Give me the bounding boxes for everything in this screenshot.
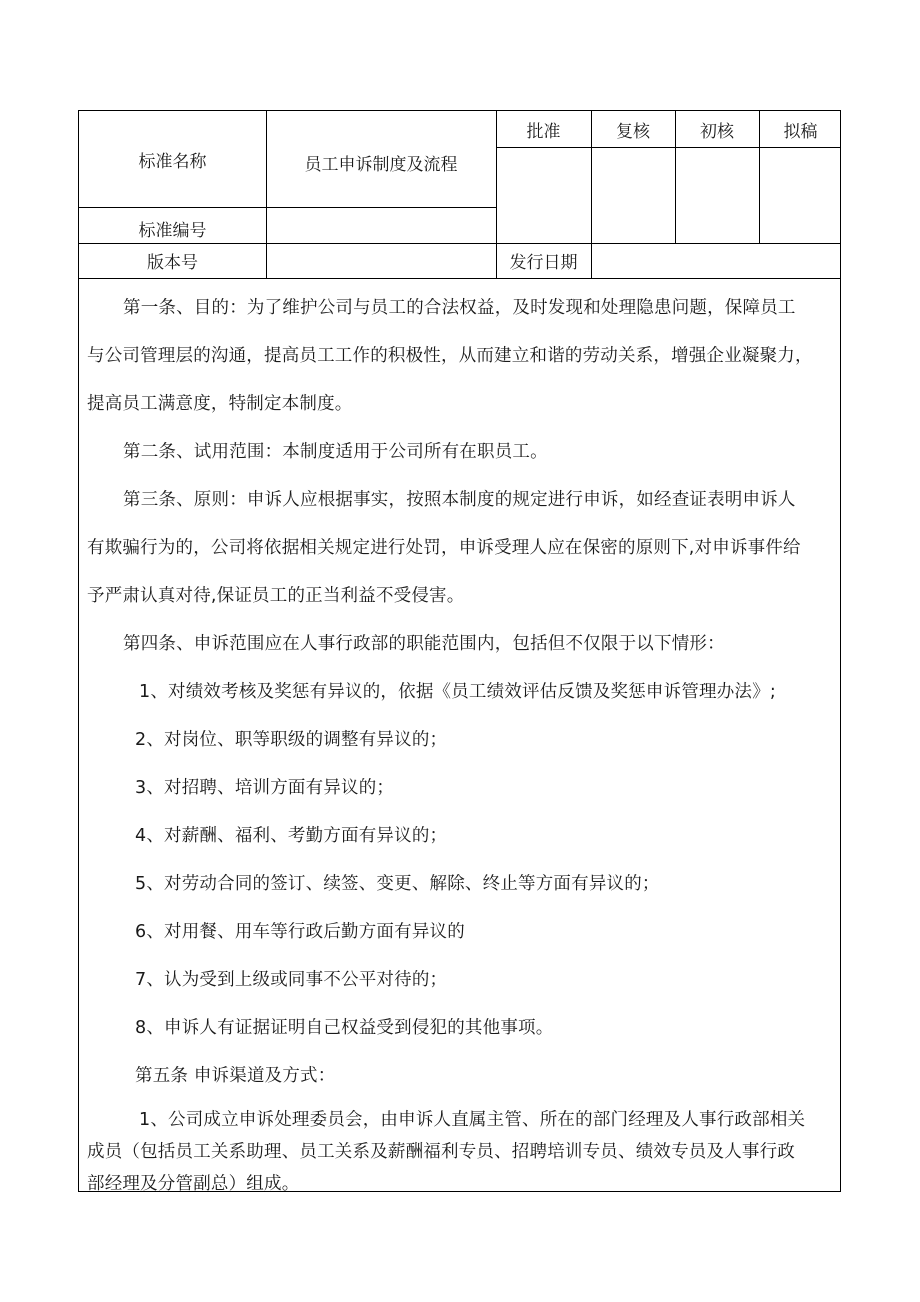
list-item: 3、对招聘、培训方面有异议的；: [135, 778, 395, 798]
grid-line: [79, 278, 840, 279]
section-heading: 第五条 申诉渠道及方式：: [135, 1066, 336, 1086]
document-table: [78, 110, 841, 1192]
list-item: 7、认为受到上级或同事不公平对待的；: [135, 970, 448, 990]
approval-header-draft: 拟稿: [783, 121, 818, 142]
list-item: 1、对绩效考核及奖惩有异议的，依据《员工绩效评估反馈及奖惩申诉管理办法》;: [139, 682, 776, 702]
approval-header-approve: 批准: [526, 121, 561, 142]
standard-no-value: [266, 207, 496, 243]
text-line: 有欺骗行为的，公司将依据相关规定进行处罚，申诉受理人应在保密的原则下,对申诉事件给: [87, 538, 801, 558]
list-item: 6、对用餐、用车等行政后勤方面有异议的: [135, 922, 465, 942]
list-item: 2、对岗位、职等职级的调整有异议的；: [135, 730, 448, 750]
standard-no-label: 标准编号: [138, 220, 207, 241]
text-line: 提高员工满意度，特制定本制度。: [87, 394, 353, 414]
text-line: 与公司管理层的沟通，提高员工工作的积极性，从而建立和谐的劳动关系，增强企业凝聚力，: [87, 346, 813, 366]
standard-name-value: 员工申诉制度及流程: [304, 154, 458, 175]
list-item: 8、申诉人有证据证明自己权益受到侵犯的其他事项。: [135, 1018, 554, 1038]
version-label: 版本号: [147, 253, 198, 273]
text-line: 第三条、原则：申诉人应根据事实，按照本制度的规定进行申诉，如经查证表明申诉人: [123, 490, 796, 510]
text-line: 第一条、目的：为了维护公司与员工的合法权益，及时发现和处理隐患问题，保障员工: [123, 298, 796, 318]
version-value: [266, 243, 496, 278]
text-line: 第四条、申诉范围应在人事行政部的职能范围内，包括但不仅限于以下情形：: [123, 634, 725, 654]
standard-name-label: 标准名称: [138, 151, 207, 172]
issue-date-label: 发行日期: [509, 253, 578, 273]
approval-header-review: 复核: [616, 121, 650, 142]
issue-date-value: [591, 243, 842, 278]
grid-line: [496, 147, 840, 148]
text-line: 1、公司成立申诉处理委员会，由申诉人直属主管、所在的部门经理及人事行政部相关: [139, 1110, 806, 1130]
list-item: 5、对劳动合同的签订、续签、变更、解除、终止等方面有异议的；: [135, 874, 660, 894]
text-line: 予严肃认真对待,保证员工的正当利益不受侵害。: [87, 586, 465, 606]
text-line: 部经理及分管副总）组成。: [87, 1174, 300, 1194]
approval-header-initial-review: 初核: [700, 121, 734, 142]
text-line: 第二条、试用范围：本制度适用于公司所有在职员工。: [123, 442, 548, 462]
list-item: 4、对薪酬、福利、考勤方面有异议的；: [135, 826, 448, 846]
text-line: 成员（包括员工关系助理、员工关系及薪酬福利专员、招聘培训专员、绩效专员及人事行政: [87, 1142, 795, 1162]
